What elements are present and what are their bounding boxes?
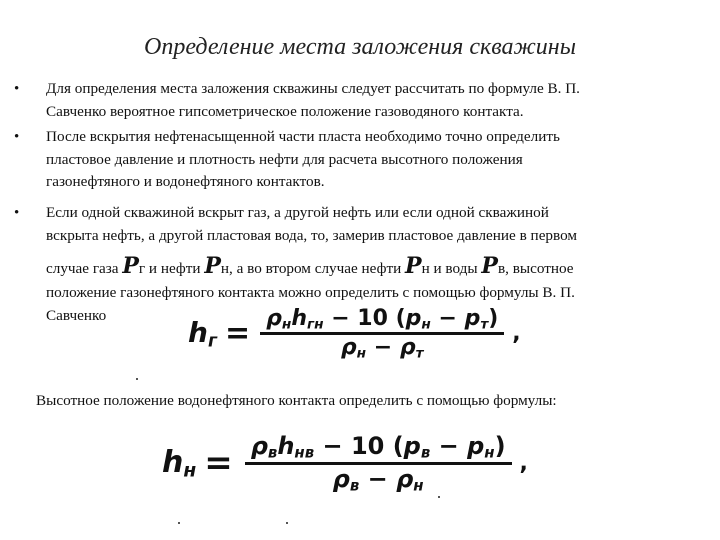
formula1-num-p2: p <box>464 306 481 331</box>
formula1-trailing-comma: , <box>512 321 521 347</box>
formula2-den-minus: − <box>359 464 397 493</box>
formula1-equals: = <box>225 316 251 352</box>
formula2-den-rho1-sub: в <box>349 476 360 495</box>
line3-text-3: , а во втором случае нефти <box>229 260 406 277</box>
formula-water-contact <box>162 432 528 494</box>
formula2-fraction <box>245 432 512 494</box>
pressure-gas-symbol: P <box>122 253 139 279</box>
formula2-lhs-h: h <box>162 444 184 480</box>
page-title: Определение места заложения скважины <box>144 34 576 60</box>
formula2-num-p2-sub: н <box>484 443 495 462</box>
paragraph-2-line-2: пластовое давление и плотность нефти для расчета высотного положения <box>46 150 523 168</box>
formula2-num-rho: ρ <box>250 432 268 460</box>
formula2-lhs-sub: н <box>183 460 197 482</box>
scan-speck <box>136 378 138 380</box>
formula2-equals: = <box>204 443 233 484</box>
formula2-num-p1: p <box>403 432 421 460</box>
formula1-fraction <box>260 306 504 362</box>
formula1-numerator <box>260 306 504 332</box>
formula1-num-h-sub: гн <box>307 316 324 333</box>
formula1-num-p1-sub: н <box>421 316 431 333</box>
formula2-lhs <box>162 445 196 482</box>
paragraph-1 <box>46 78 706 123</box>
formula1-den-rho1: ρ <box>340 335 357 361</box>
bullet-3: • <box>14 205 20 221</box>
scan-speck <box>178 522 180 524</box>
formula2-numerator <box>245 432 512 462</box>
formula1-den-rho2: ρ <box>399 335 416 361</box>
bullet-1: • <box>14 81 20 97</box>
formula1-num-rho-sub: н <box>281 316 292 333</box>
pressure-water-sub: в <box>497 260 506 277</box>
formula1-denominator <box>335 335 430 361</box>
paragraph-3-line-4: положение газонефтяного контакта можно определить с помощью формулы В. П. <box>46 284 575 301</box>
formula2-trailing-comma: , <box>519 450 528 476</box>
formula2-num-p1-sub: в <box>420 443 431 462</box>
formula2-num-h-sub: нв <box>294 443 315 462</box>
formula1-den-rho2-sub: т <box>415 345 424 362</box>
paragraph-3-line-1: Если одной скважиной вскрыт газ, а другой нефть или если одной скважиной <box>46 204 549 221</box>
formula1-lhs <box>188 316 217 351</box>
scan-speck <box>286 522 288 524</box>
formula1-num-p1: p <box>405 306 422 331</box>
formula2-num-h: h <box>277 432 295 460</box>
formula1-num-rho: ρ <box>266 306 282 331</box>
formula2-num-close: ) <box>494 432 506 460</box>
paragraph-3-line-3 <box>46 253 706 282</box>
formula1-num-p2-sub: т <box>480 316 489 333</box>
formula2-num-minus2: − <box>430 432 468 460</box>
line3-text-4: и воды <box>429 260 482 277</box>
pressure-oil-sub: н <box>220 260 229 277</box>
formula1-num-minus: − 10 ( <box>323 306 406 331</box>
line3-text-5: , высотное <box>505 260 574 277</box>
line3-text-2: и нефти <box>145 260 205 277</box>
paragraph-1-line-1: Для определения места заложения скважины следует рассчитать по формуле В. П. <box>46 80 580 97</box>
paragraph-2 <box>46 126 706 194</box>
formula1-den-rho1-sub: н <box>356 345 367 362</box>
formula1-den-minus: − <box>366 335 400 361</box>
bullet-2: • <box>14 129 20 145</box>
pressure-gas-sub: г <box>138 260 146 277</box>
formula2-den-rho2: ρ <box>396 464 414 493</box>
paragraph-1-line-2: Савченко вероятное гипсометрическое положение газоводяного контакта. <box>46 102 524 120</box>
pressure-oil2-sub: н <box>421 260 430 277</box>
paragraph-3-line-2: вскрыта нефть, а другой пластовая вода, то, замерив пластовое давление в первом <box>46 226 578 244</box>
formula1-num-close: ) <box>488 306 499 331</box>
formula1-num-minus2: − <box>430 306 465 331</box>
formula2-num-p2: p <box>467 432 485 460</box>
paragraph-2-line-1: После вскрытия нефтенасыщенной части пласта необходимо точно определить <box>46 128 560 145</box>
formula2-den-rho1: ρ <box>332 464 350 493</box>
formula-gas-contact <box>188 306 521 362</box>
paragraph-3-line-5: Савченко <box>46 306 107 324</box>
formula1-num-h: h <box>291 306 307 331</box>
line3-text-1: случае газа <box>46 260 123 277</box>
formula2-den-rho2-sub: н <box>413 476 424 495</box>
pressure-water-symbol: P <box>481 253 498 279</box>
formula1-lhs-sub: г <box>207 331 218 352</box>
pressure-oil2-symbol: P <box>405 253 422 279</box>
formula2-num-rho-sub: в <box>267 443 278 462</box>
formula1-lhs-h: h <box>188 316 208 350</box>
formula2-denominator <box>327 465 430 495</box>
pressure-oil-symbol: P <box>204 253 221 279</box>
formula2-num-minus: − 10 ( <box>314 432 404 460</box>
scan-speck <box>438 496 440 498</box>
formula2-intro: Высотное положение водонефтяного контакта определить с помощью формулы: <box>36 392 557 409</box>
paragraph-2-line-3: газонефтяного и водонефтяного контактов. <box>46 173 325 190</box>
